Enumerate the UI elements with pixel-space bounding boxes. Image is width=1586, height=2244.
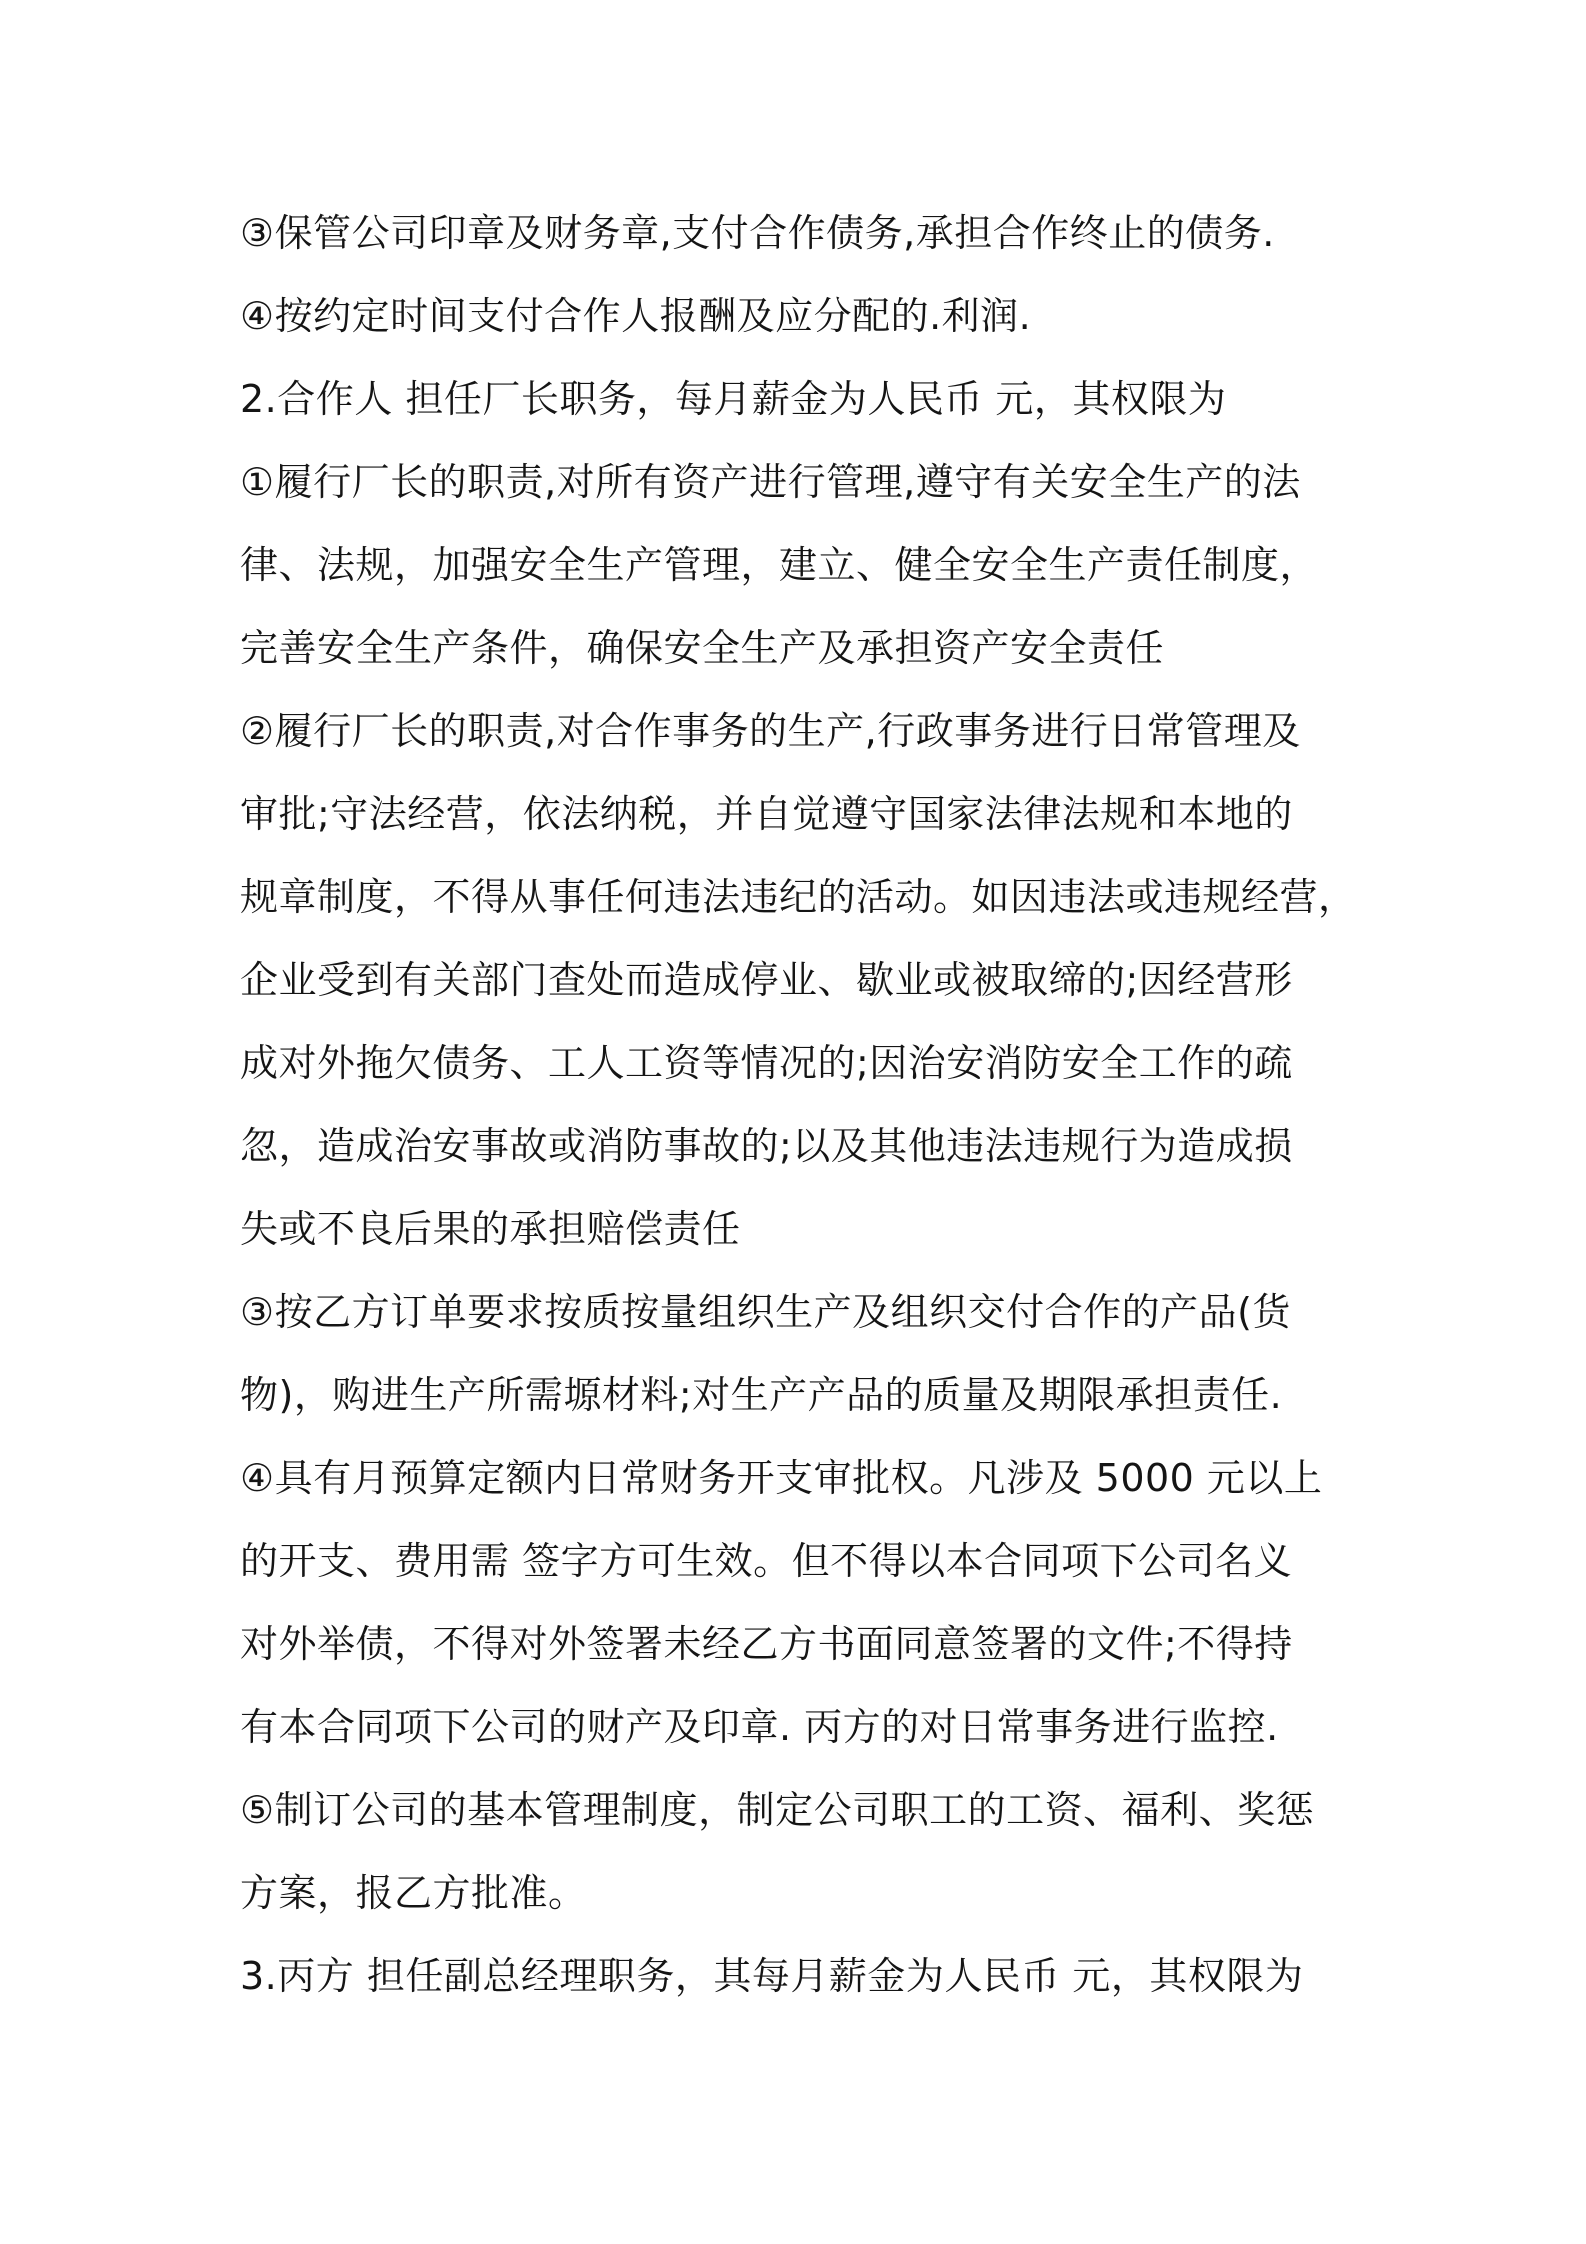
- text-line: ④具有月预算定额内日常财务开支审批权。凡涉及 5000 元以上: [240, 1456, 1323, 1500]
- contract-text: [240, 192, 1360, 2018]
- text-line: 规章制度，不得从事任何违法违纪的活动。如因违法或违规经营，: [240, 875, 1357, 919]
- text-line: 完善安全生产条件，确保安全生产及承担资产安全责任: [240, 626, 1165, 670]
- text-line: 有本合同项下公司的财产及印章. 丙方的对日常事务进行监控.: [240, 1705, 1279, 1749]
- text-line: ①履行厂长的职责,对所有资产进行管理,遵守有关安全生产的法: [240, 460, 1301, 504]
- text-line: 成对外拖欠债务、工人工资等情况的;因治安消防安全工作的疏: [240, 1041, 1293, 1085]
- text-line: 3.丙方 担任副总经理职务，其每月薪金为人民币 元，其权限为: [240, 1954, 1304, 1998]
- text-line: 忽，造成治安事故或消防事故的;以及其他违法违规行为造成损: [240, 1124, 1293, 1168]
- text-line: 2.合作人 担任厂长职务，每月薪金为人民币 元，其权限为: [240, 377, 1227, 421]
- text-line: 物)，购进生产所需塬材料;对生产产品的质量及期限承担责任.: [240, 1373, 1283, 1417]
- text-line: 审批;守法经营，依法纳税，并自觉遵守国家法律法规和本地的: [240, 792, 1293, 836]
- text-line: 律、法规，加强安全生产管理，建立、健全安全生产责任制度，: [240, 543, 1319, 587]
- text-line: 方案，报乙方批准。: [240, 1871, 587, 1915]
- text-line: ⑤制订公司的基本管理制度，制定公司职工的工资、福利、奖惩: [240, 1788, 1315, 1832]
- text-line: ③按乙方订单要求按质按量组织生产及组织交付合作的产品(货: [240, 1290, 1291, 1334]
- text-line: ③保管公司印章及财务章,支付合作债务,承担合作终止的债务.: [240, 211, 1275, 255]
- text-line: 对外举债，不得对外签署未经乙方书面同意签署的文件;不得持: [240, 1622, 1293, 1666]
- text-line: ②履行厂长的职责,对合作事务的生产,行政事务进行日常管理及: [240, 709, 1301, 753]
- text-line: ④按约定时间支付合作人报酬及应分配的.利润.: [240, 294, 1032, 338]
- text-line: 失或不良后果的承担赔偿责任: [240, 1207, 741, 1251]
- text-line: 的开支、费用需 签字方可生效。但不得以本合同项下公司名义: [240, 1539, 1293, 1583]
- text-line: 企业受到有关部门查处而造成停业、歇业或被取缔的;因经营形: [240, 958, 1293, 1002]
